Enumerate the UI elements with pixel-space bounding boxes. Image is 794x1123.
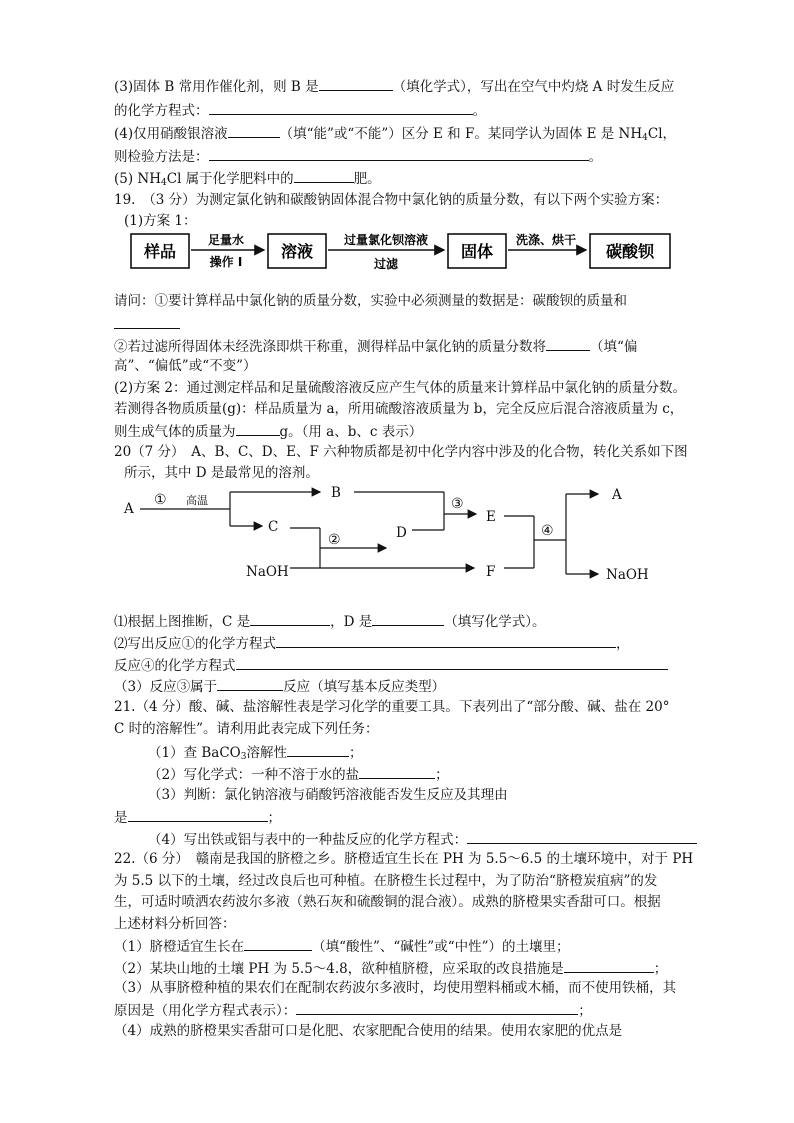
answer-blank[interactable] [287, 742, 349, 757]
text: Cl， [647, 126, 677, 142]
q19-plan2-cont [114, 400, 683, 418]
answer-blank[interactable] [114, 314, 180, 329]
q22-sub4 [114, 1022, 622, 1040]
text: （2）某块山地的土壤 PH 为 5.5～4.8，欲种植脐橙，应采取的改良措施是 [114, 961, 564, 977]
text: 请问：①要计算样品中氯化钠的质量分数，实验中必须测量的数据是：碳酸钡的质量和 [114, 293, 627, 309]
answer-blank[interactable] [244, 936, 312, 951]
q19-plan2 [114, 379, 686, 397]
reaction-2-marker: ② [328, 532, 341, 548]
q19-ask2 [114, 336, 637, 356]
text: ； [267, 810, 281, 826]
text: 若测得各物质质量(g)：样品质量为 a，所用硫酸溶液质量为 b，完全反应后混合溶液质量为 c， [114, 401, 684, 417]
text: （填“酸性”、“碱性”或“中性”）的土壤里； [312, 939, 570, 955]
q19-flowchart [0, 228, 794, 278]
text: C 时的溶解性”。请利用此表完成下列任务： [114, 721, 379, 737]
flow-arrow-1-top-label: 足量水 [207, 233, 245, 247]
text: 22.（6 分） 赣南是我国的脐橙之乡。脐橙适宜生长在 PH 为 5.5～6.5 的土壤环境中，对于 PH [114, 851, 694, 867]
text: 则生成气体的质量为 [114, 424, 236, 440]
answer-blank[interactable] [319, 76, 393, 91]
q22-heading [114, 850, 693, 868]
q19-ask1-blank-line [114, 314, 180, 334]
text: （2）写化学式：一种不溶于水的盐 [148, 767, 360, 783]
text: 原因是（用化学方程式表示）： [114, 1003, 297, 1019]
text: 高”、“偏低”或“不变”） [114, 358, 257, 374]
text: （4）写出铁或铝与表中的一种盐反应的化学方程式： [148, 832, 468, 848]
q22-sub3 [114, 979, 676, 997]
q19-ask1 [114, 292, 627, 310]
text: （1）脐橙适宜生长在 [114, 939, 245, 955]
answer-blank[interactable] [564, 958, 654, 973]
answer-blank[interactable] [294, 168, 354, 183]
flow-arrow-1-bottom-label: 操作 I [209, 255, 243, 269]
text: （4）成熟的脐橙果实香甜可口是化肥、农家肥配合使用的结果。使用农家肥的优点是 [114, 1023, 623, 1039]
q21-task1 [148, 742, 362, 766]
text: （1）查 BaCO [148, 745, 241, 761]
text: （填“偏 [590, 339, 638, 355]
text: 则检验方法是： [114, 149, 209, 165]
q22-sub1 [114, 936, 570, 956]
text: 20（7 分） A、B、C、D、E、F 六种物质都是初中化学内容中涉及的化合物，转化关系如下图 [114, 444, 688, 460]
flow-node-solution-label: 溶液 [280, 242, 314, 261]
text: （3）从事脐橙种植的果农们在配制农药波尔多液时，均使用塑料桶或木桶，而不使用铁桶，其 [114, 980, 677, 996]
answer-blank[interactable] [359, 764, 435, 779]
reaction-1-marker: ① [154, 492, 167, 508]
q21-task3-cont [114, 807, 281, 827]
text: （3）反应③属于 [114, 679, 218, 695]
text: 所示，其中 D 是最常见的溶剂。 [124, 465, 319, 481]
q20-sub2-cont [114, 655, 668, 675]
text: 。 [588, 149, 602, 165]
answer-blank[interactable] [209, 146, 589, 161]
flow-arrow-2-top-label: 过量氯化钡溶液 [343, 233, 429, 247]
q20-reaction-diagram [0, 484, 794, 594]
q21-task3 [148, 786, 508, 804]
flow-node-baco3-label: 碳酸钡 [605, 242, 655, 261]
text: (4)仅用硝酸银溶液 [114, 126, 228, 142]
product-A-label: A [612, 487, 622, 503]
text: 为 5.5 以下的土壤，经过改良后也可种植。在脐橙生长过程中，为了防治“脐橙炭疽病”的发 [114, 873, 658, 889]
text: 21.（4 分）酸、碱、盐溶解性表是学习化学的重要工具。下表列出了“部分酸、碱、盐在 20° [114, 699, 670, 715]
naoh-input-label: NaOH [246, 564, 289, 580]
answer-blank[interactable] [228, 123, 280, 138]
text: （填化学式），写出在空气中灼烧 A 时发生反应 [392, 79, 675, 95]
flow-node-solid-label: 固体 [460, 242, 494, 261]
text: 的化学方程式： [114, 103, 209, 119]
q22-sub2 [114, 958, 667, 978]
flow-node-sample-label: 样品 [143, 242, 177, 261]
q20-heading-cont [124, 464, 319, 482]
text: ⑴根据上图推断，C 是 [114, 614, 251, 630]
reaction-4-marker: ④ [541, 523, 554, 539]
text: ； [348, 745, 363, 761]
q20-heading [114, 443, 688, 461]
reaction-1-condition: 高温 [186, 494, 208, 507]
text: ； [578, 1003, 592, 1019]
q22-heading-cont1 [114, 872, 657, 890]
text: (3)固体 B 常用作催化剂，则 B 是 [114, 79, 319, 95]
text: 19. （3 分）为测定氯化钠和碳酸钠固体混合物中氯化钠的质量分数，有以下两个实验方案： [114, 192, 669, 208]
text: 生，可适时喷洒农药波尔多液（熟石灰和硫酸铜的混合液）。成熟的脐橙果实香甜可口。根据 [114, 894, 661, 910]
subscript-3: 3 [240, 752, 247, 762]
text: 反应（填写基本反应类型） [283, 679, 446, 695]
text: 反应④的化学方程式 [114, 658, 236, 674]
text: 肥。 [353, 171, 381, 187]
reaction-3-marker: ③ [451, 496, 464, 512]
q22-heading-cont2 [114, 893, 661, 911]
q18-line3-cont [114, 100, 486, 120]
q18-line5 [114, 168, 381, 192]
compound-A-label: A [124, 501, 134, 517]
answer-blank[interactable] [236, 421, 280, 436]
answer-blank[interactable] [217, 676, 283, 691]
text: (2)方案 2：通过测定样品和足量硫酸溶液反应产生气体的质量来计算样品中氯化钠的质量分数。 [114, 380, 687, 396]
text: ②若过滤所得固体未经洗涤即烘干称重，测得样品中氯化钠的质量分数将 [114, 339, 546, 355]
compound-F-label: F [486, 564, 496, 580]
q22-sub3-cont [114, 1000, 592, 1020]
text: ； [435, 767, 449, 783]
q21-task4 [148, 829, 697, 849]
text: 溶解性 [246, 745, 287, 761]
q21-heading-cont [114, 720, 379, 738]
text: 上述材料分析回答： [114, 916, 236, 932]
text: (5) NH [114, 171, 161, 187]
text: ； [653, 961, 668, 977]
subscript-4: 4 [642, 133, 648, 143]
compound-D-label: D [396, 525, 407, 541]
answer-blank[interactable] [372, 611, 444, 626]
text: （填写化学式）。 [444, 614, 546, 630]
text: ，D 是 [330, 614, 373, 630]
q19-plan2-ask [114, 421, 422, 441]
answer-blank[interactable] [128, 807, 268, 822]
q20-sub1 [114, 611, 546, 631]
text: g。（用 a、b、c 表示） [279, 424, 423, 440]
text: ， [616, 636, 630, 652]
answer-blank[interactable] [250, 611, 330, 626]
q20-sub3 [114, 676, 445, 696]
text: 是 [114, 810, 128, 826]
compound-E-label: E [486, 509, 496, 525]
q18-line3 [114, 76, 674, 96]
product-naoh-label: NaOH [606, 567, 649, 583]
q19-ask2-cont [114, 357, 257, 375]
answer-blank[interactable] [209, 100, 473, 115]
answer-blank[interactable] [546, 336, 590, 351]
flow-arrow-3-top-label: 洗涤、烘干 [515, 233, 577, 247]
compound-B-label: B [331, 485, 341, 501]
answer-blank[interactable] [276, 633, 616, 648]
q22-heading-cont3 [114, 915, 236, 933]
compound-C-label: C [268, 519, 279, 535]
text: (1)方案 1： [124, 213, 197, 229]
text: ⑵写出反应①的化学方程式 [114, 636, 276, 652]
q21-task2 [148, 764, 449, 784]
subscript-4: 4 [161, 178, 167, 188]
q18-line4 [114, 123, 676, 147]
answer-blank[interactable] [296, 1000, 578, 1015]
answer-blank[interactable] [467, 829, 697, 844]
flow-arrow-2-bottom-label: 过滤 [373, 257, 399, 271]
q19-heading [114, 191, 668, 209]
text: Cl 属于化学肥料中的 [166, 171, 294, 187]
text: 。 [472, 103, 486, 119]
q20-sub2 [114, 633, 630, 653]
text: （填“能”或“不能”）区分 E 和 F。某同学认为固体 E 是 NH [279, 126, 643, 142]
answer-blank[interactable] [236, 655, 668, 670]
q18-line4-cont [114, 146, 602, 166]
q21-heading [114, 698, 669, 716]
text: （3）判断：氯化钠溶液与硝酸钙溶液能否发生反应及其理由 [148, 787, 508, 803]
